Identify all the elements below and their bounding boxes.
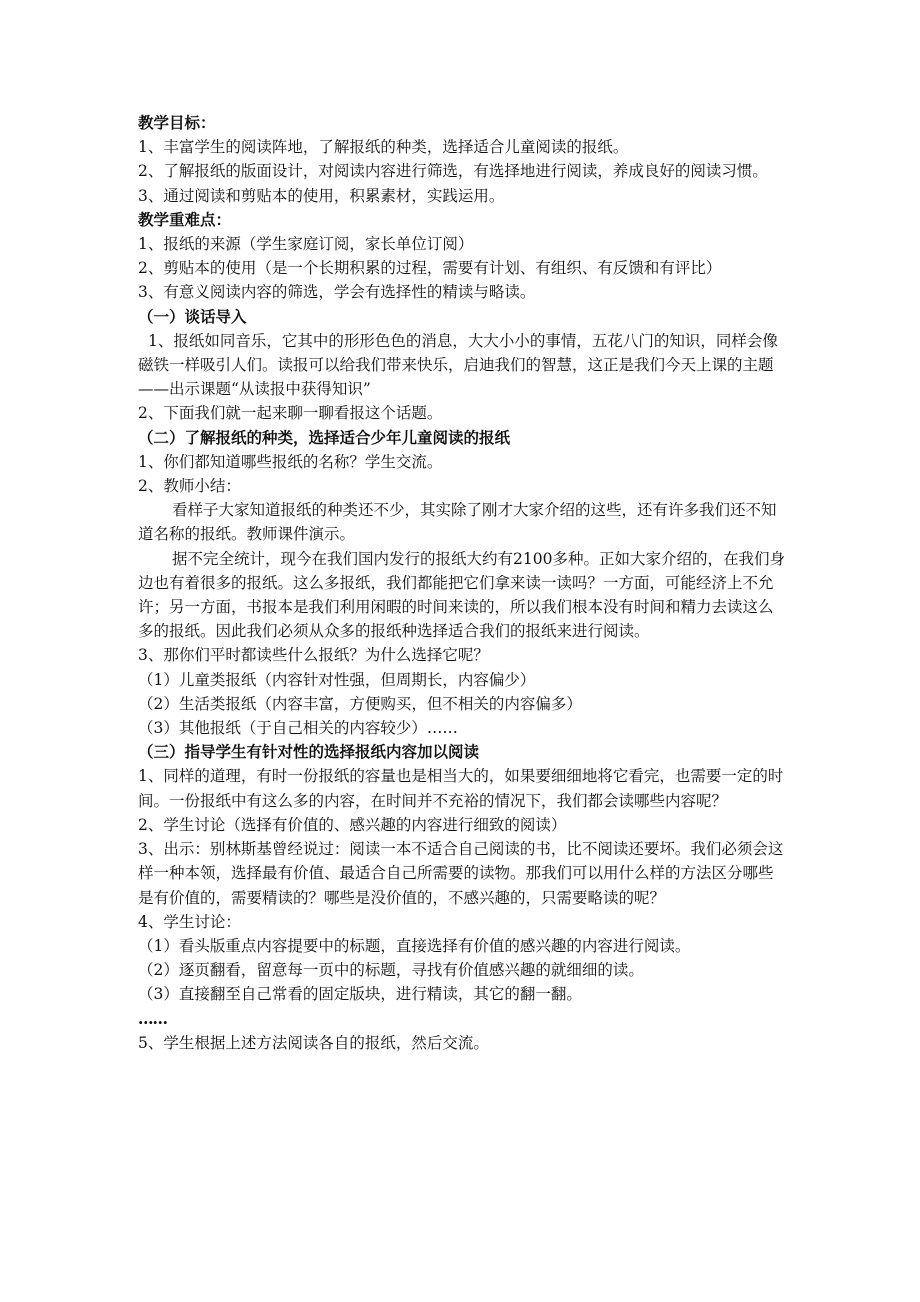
section2-summary-para-2: 据不完全统计，现今在我们国内发行的报纸大约有2100多种。正如大家介绍的，在我们身边也有着很多的报纸。这么多报纸，我们都能把它们拿来读一读吗？一方面，可能经济上不允许；另一方面，书报本是我们利用闲暇的时间来读的，所以我们根本没有时间和精力去读这么多的报纸。因此我们必须从众多的报纸种选择适合我们的报纸来进行阅读。 — [138, 549, 785, 641]
section3-item-5: 5、学生根据上述方法阅读各自的报纸，然后交流。 — [138, 1033, 489, 1052]
goal-item-1: 1、丰富学生的阅读阵地，了解报纸的种类，选择适合儿童阅读的报纸。 — [138, 138, 629, 157]
section3-subitem-1: （1）看头版重点内容提要中的标题，直接选择有价值的感兴趣的内容进行阅读。 — [138, 936, 691, 955]
section2-subitem-2: （2）生活类报纸（内容丰富，方便购买，但不相关的内容偏多） — [138, 694, 582, 713]
section1-para-2: 2、下面我们就一起来聊一聊看报这个话题。 — [138, 404, 443, 423]
document-body — [138, 111, 788, 1055]
section2-item-1: 1、你们都知道哪些报纸的名称？学生交流。 — [138, 452, 443, 471]
section-heading-2: （二）了解报纸的种类，选择适合少年儿童阅读的报纸 — [138, 427, 511, 447]
section3-item-1: 1、同样的道理，有时一份报纸的容量也是相当大的，如果要细细地将它看完，也需要一定的时间。一份报纸中有这么多的内容，在时间并不充裕的情况下，我们都会读哪些内容呢？ — [138, 767, 784, 810]
section2-item-3: 3、那你们平时都读些什么报纸？为什么选择它呢？ — [138, 646, 489, 665]
section1-para-1-text: 1、报纸如同音乐，它其中的形形色色的消息，大大小小的事情，五花八门的知识，同样会像磁铁一样吸引人们。读报可以给我们带来快乐，启迪我们的智慧，这正是我们今天上课的主题——出示课题“从读报中获得知识” — [138, 331, 778, 399]
section2-subitem-1: （1）儿童类报纸（内容针对性强，但周期长，内容偏少） — [138, 670, 536, 689]
heading-teaching-goals: 教学目标： — [138, 113, 216, 132]
goal-item-2: 2、了解报纸的版面设计，对阅读内容进行筛选，有选择地进行阅读，养成良好的阅读习惯。 — [138, 162, 768, 181]
section3-subitem-2: （2）逐页翻看，留意每一页中的标题，寻找有价值感兴趣的就细细的读。 — [138, 961, 644, 980]
key-point-1: 1、报纸的来源（学生家庭订阅，家长单位订阅） — [138, 235, 474, 254]
section-heading-3: （三）指导学生有针对性的选择报纸内容加以阅读 — [138, 742, 480, 762]
section-heading-1: （一）谈话导入 — [138, 306, 247, 326]
heading-key-points: 教学重难点： — [138, 209, 232, 229]
section1-para-1 — [138, 329, 788, 402]
section3-subitem-3: （3）直接翻至自己常看的固定版块，进行精读，其它的翻一翻。 — [138, 985, 582, 1004]
section2-summary-para-1: 看样子大家知道报纸的种类还不少，其实除了刚才大家介绍的这些，还有许多我们还不知道名称的报纸。教师课件演示。 — [138, 501, 777, 544]
key-point-2: 2、剪贴本的使用（是一个长期积累的过程，需要有计划、有组织、有反馈和有评比） — [138, 259, 722, 278]
goal-item-3: 3、通过阅读和剪贴本的使用，积累素材，实践运用。 — [138, 186, 505, 205]
section3-item-4: 4、学生讨论： — [138, 912, 241, 931]
section2-subitem-3: （3）其他报纸（于自己相关的内容较少）…… — [138, 719, 458, 738]
key-point-3: 3、有意义阅读内容的筛选，学会有选择性的精读与略读。 — [138, 283, 536, 302]
section2-item-2: 2、教师小结： — [138, 477, 241, 496]
section3-item-2: 2、学生讨论（选择有价值的、感兴趣的内容进行细致的阅读） — [138, 815, 567, 834]
ellipsis-line: …… — [138, 1008, 167, 1028]
section3-item-3: 3、出示：别林斯基曾经说过：阅读一本不适合自己阅读的书，比不阅读还要坏。我们必须会这样一种本领，选择最有价值、最适合自己所需要的读物。那我们可以用什么样的方法区分哪些是有价值的，需要精读的？哪些是没价值的，不感兴趣的，只需要略读的呢？ — [138, 840, 784, 907]
